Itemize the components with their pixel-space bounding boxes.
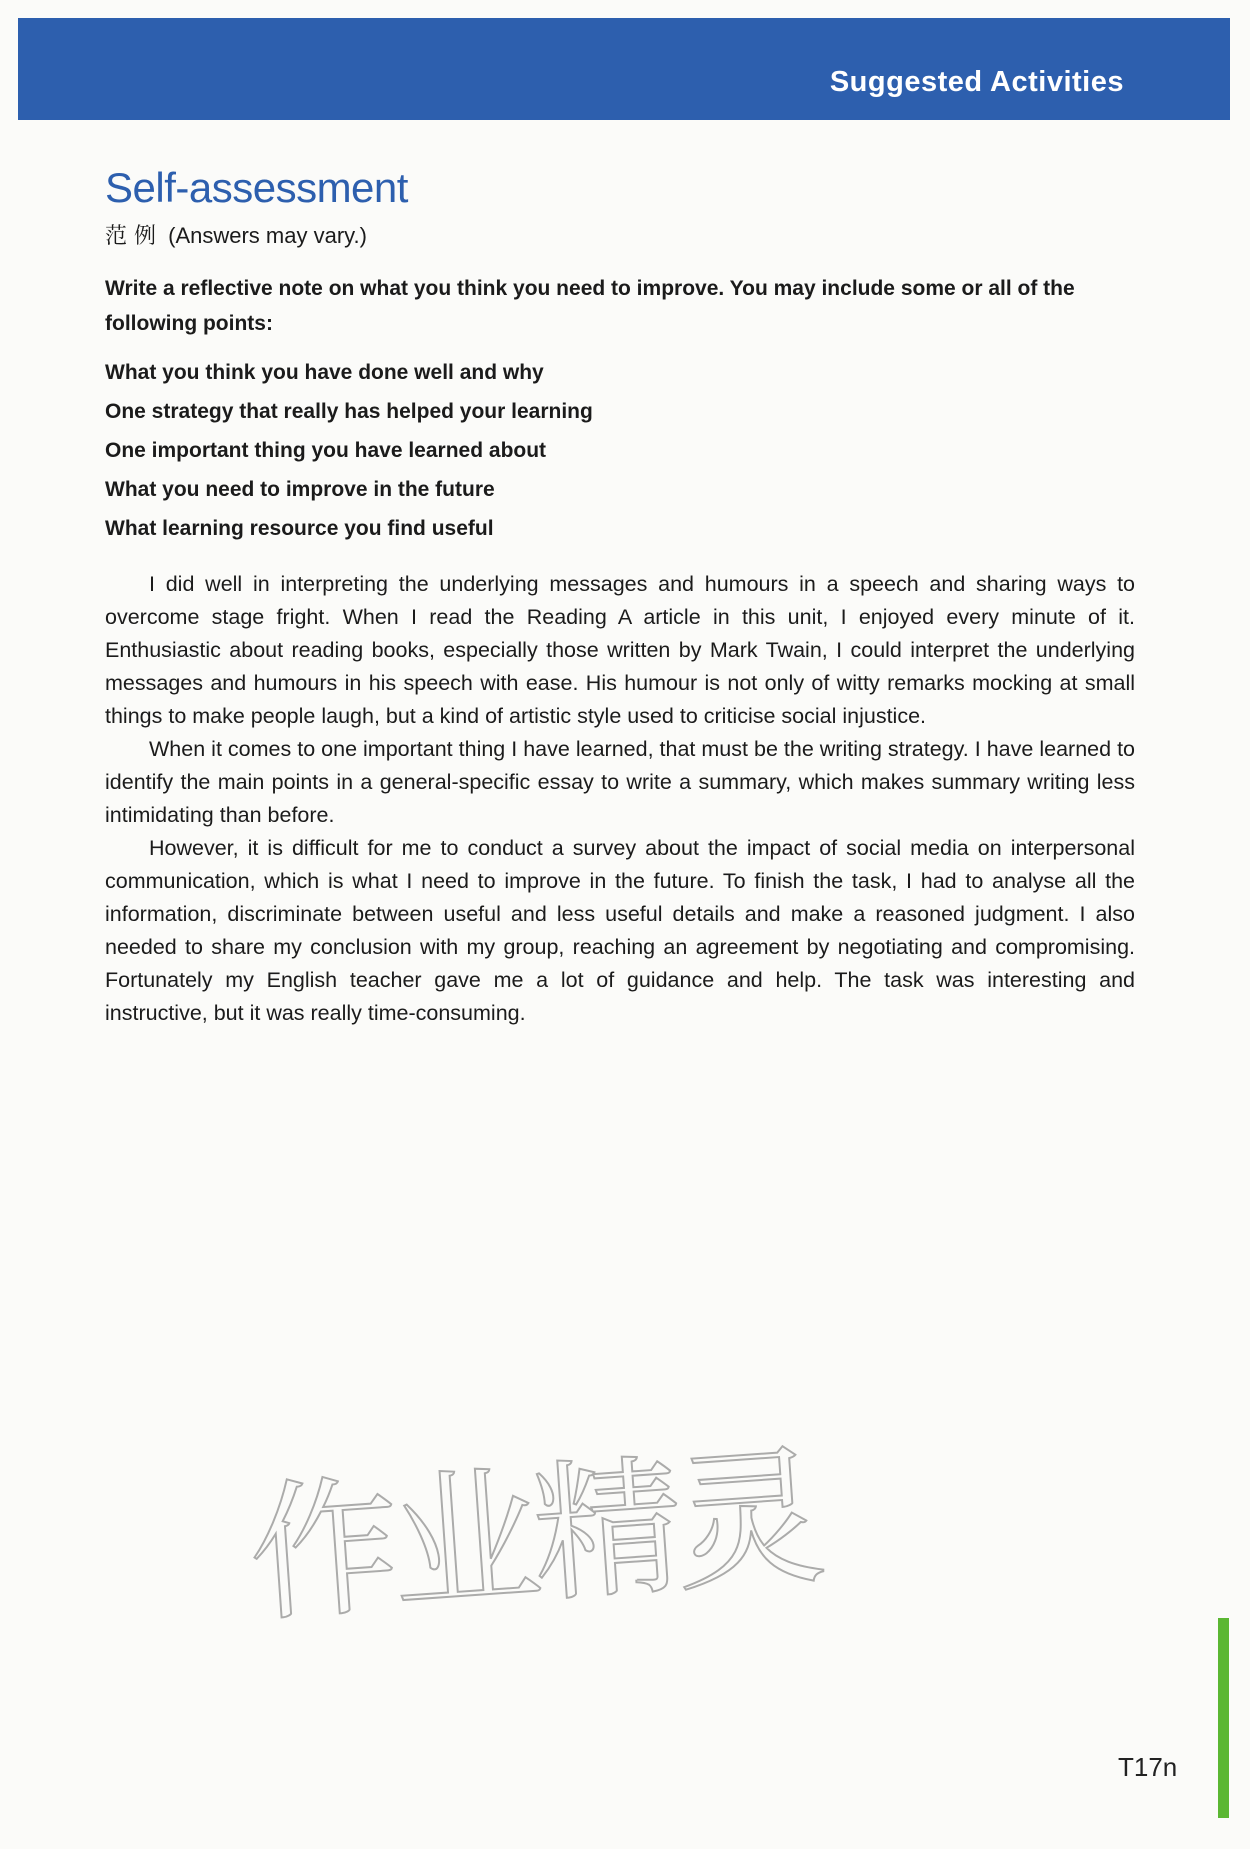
page-content	[105, 160, 1135, 1030]
sample-line	[105, 220, 1135, 253]
edge-accent-bar	[1218, 1618, 1229, 1818]
essay-paragraph: I did well in interpreting the underlying messages and humours in a speech and sharing ways to overcome stage fright. When I read the Reading A article in this unit, I enjoyed every minute of it. Enthusiastic about reading books, especially those written by Mark Twain, I could interpret the underlying messages and humours in his speech with ease. His humour is not only of witty remarks mocking at small things to make people laugh, but a kind of artistic style used to criticise social injustice.	[105, 572, 1135, 728]
list-item: What you need to improve in the future	[105, 478, 495, 501]
sample-note: (Answers may vary.)	[168, 223, 367, 248]
page-number: T17n	[1118, 1752, 1178, 1782]
instruction-text: Write a reflective note on what you think you need to improve. You may include some or all of the following points:	[105, 277, 1075, 335]
essay-paragraph: However, it is difficult for me to conduct a survey about the impact of social media on interpersonal communication, which is what I need to improve in the future. To finish the task, I had to analyse all the information, discriminate between useful and less useful details and make a reasoned judgment. I also needed to share my conclusion with my group, reaching an agreement by negotiating and compromising. Fortunately my English teacher gave me a lot of guidance and help. The task was interesting and instructive, but it was really time-consuming.	[105, 836, 1135, 1025]
list-item: What you think you have done well and why	[105, 361, 544, 384]
points-list	[105, 353, 1135, 548]
section-title: Self-assessment	[105, 164, 408, 211]
list-item: One strategy that really has helped your learning	[105, 400, 593, 423]
list-item: One important thing you have learned about	[105, 439, 547, 462]
header-title: Suggested Activities	[829, 66, 1124, 98]
list-item: What learning resource you find useful	[105, 517, 494, 540]
essay-paragraph: When it comes to one important thing I have learned, that must be the writing strategy. I have learned to identify the main points in a general-specific essay to write a summary, which makes summary writing less intimidating than before.	[105, 737, 1135, 827]
watermark: 作业精灵	[243, 1430, 823, 1644]
essay-body	[105, 568, 1135, 1030]
sample-label: 范 例	[105, 224, 156, 249]
